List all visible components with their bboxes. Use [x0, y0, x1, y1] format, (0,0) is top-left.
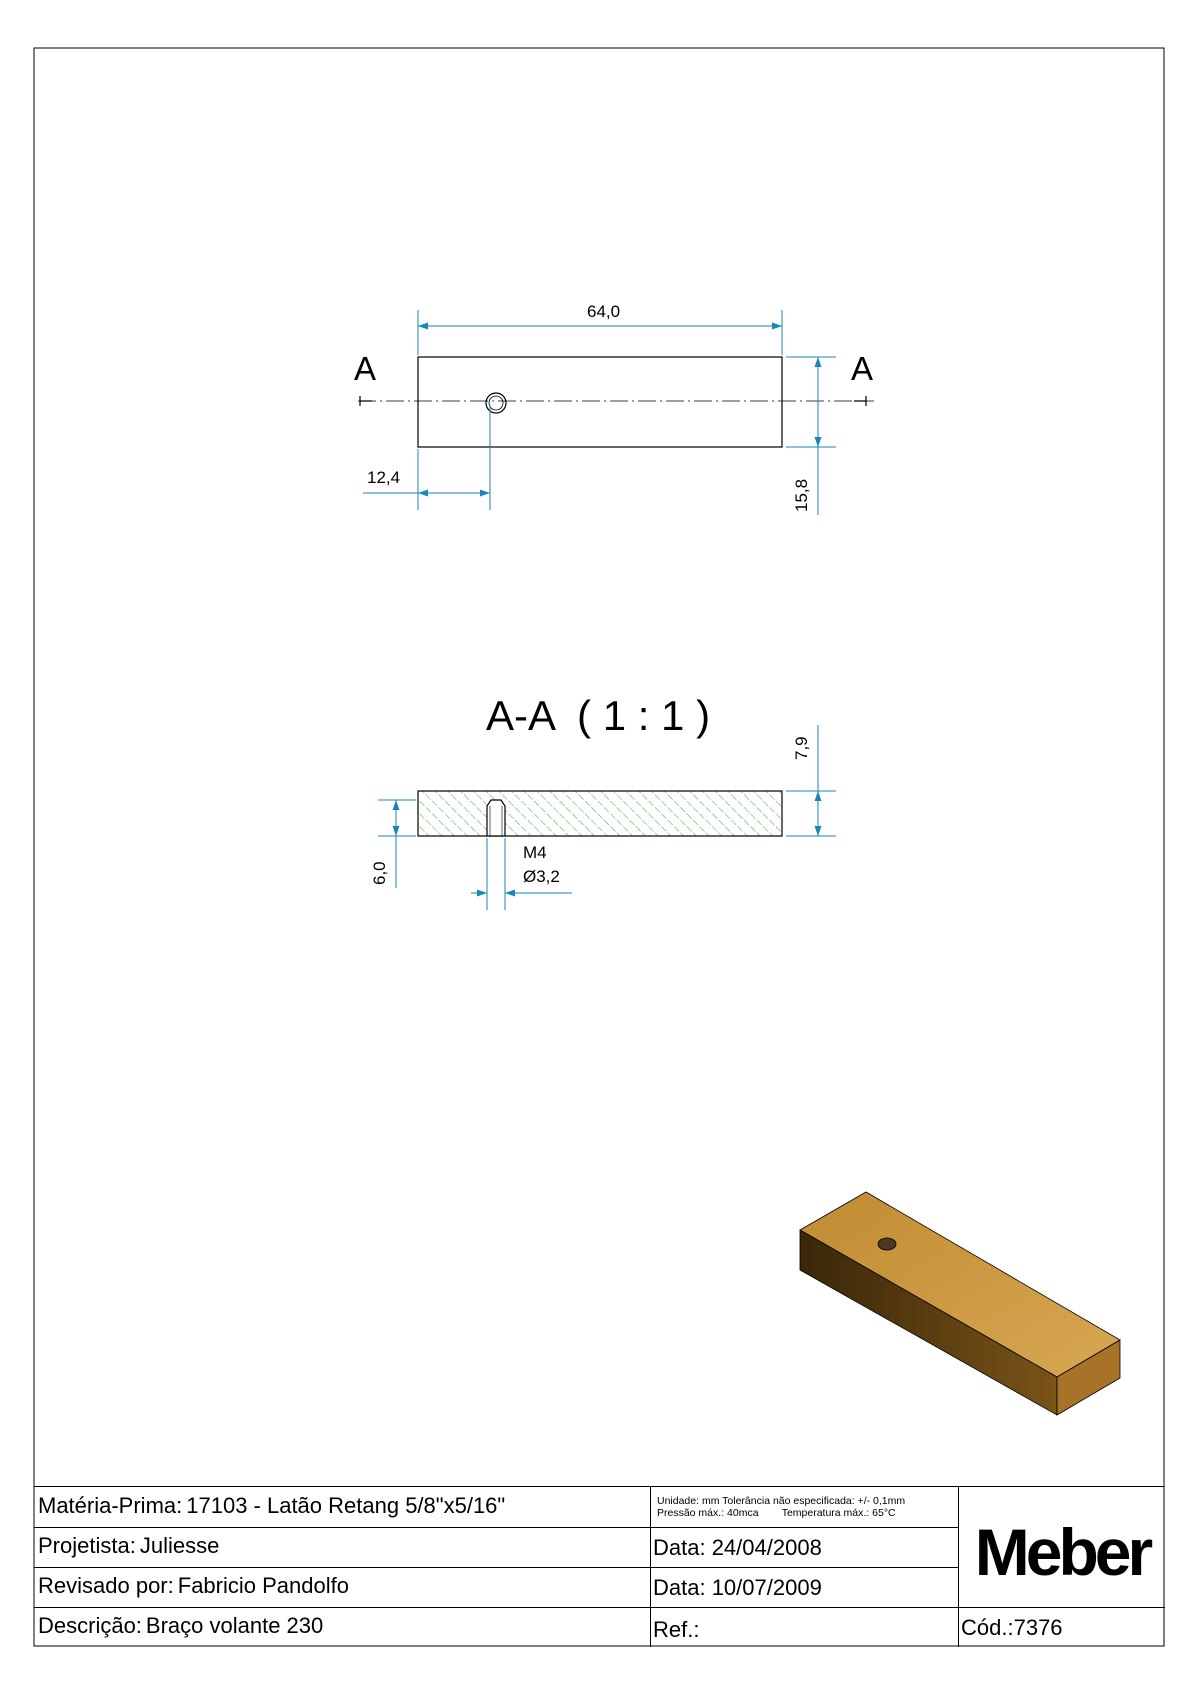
dim-offset-label: 12,4	[367, 468, 401, 487]
revisado-value: Fabricio Pandolfo	[177, 1573, 349, 1598]
date-2: Data: 10/07/2009	[653, 1575, 822, 1600]
projetista-field	[38, 1533, 219, 1559]
notes-line-2: Pressão máx.: 40mca Temperatura máx.: 65°C	[657, 1507, 896, 1519]
title-block	[34, 1486, 1164, 1647]
section-arrow-right	[854, 396, 866, 406]
dim-thickness-label: 7,9	[792, 736, 811, 760]
isometric-view	[800, 1192, 1120, 1415]
date-cell-2	[650, 1567, 959, 1608]
materia-prima-value: 17103 - Latão Retang 5/8"x5/16"	[186, 1493, 506, 1518]
section-hatched-body	[418, 791, 782, 836]
sheet-border	[34, 48, 1164, 1646]
date-cell-1	[650, 1527, 959, 1568]
ref-label: Ref.:	[653, 1617, 700, 1642]
dim-depth-label: 6,0	[370, 861, 389, 885]
thread-label: M4	[523, 843, 547, 862]
company-logo	[958, 1487, 1165, 1608]
descricao-value: Braço volante 230	[145, 1613, 324, 1638]
logo-text: Meber	[974, 1515, 1150, 1589]
materia-prima-field	[38, 1493, 505, 1519]
notes-line-1: Unidade: mm Tolerância não especificada: +/- 0,1mm	[657, 1495, 906, 1507]
top-view	[354, 302, 874, 515]
revisado-label: Revisado por:	[38, 1573, 174, 1598]
iso-hole	[878, 1238, 896, 1250]
section-view-title: A-A ( 1 : 1 )	[486, 692, 711, 739]
section-view	[370, 692, 836, 910]
descricao-label: Descrição:	[38, 1613, 142, 1638]
cod-value: 7376	[1013, 1615, 1063, 1640]
dim-length-label: 64,0	[587, 302, 621, 321]
ref-cell	[650, 1607, 959, 1647]
section-mark-left: A	[354, 350, 377, 387]
row-materia-prima	[34, 1487, 650, 1528]
row-projetista	[34, 1527, 650, 1568]
row-revisado	[34, 1567, 650, 1608]
date-1: Data: 24/04/2008	[653, 1535, 822, 1560]
revisado-field	[38, 1573, 349, 1599]
top-view-outline	[418, 357, 782, 447]
notes	[657, 1495, 905, 1519]
cod-cell	[958, 1607, 1164, 1647]
notes-cell	[650, 1487, 959, 1528]
drill-label: Ø3,2	[523, 867, 560, 886]
projetista-label: Projetista:	[38, 1533, 136, 1558]
materia-prima-label: Matéria-Prima:	[38, 1493, 183, 1518]
section-arrow-left	[360, 396, 372, 406]
descricao-field	[38, 1613, 323, 1639]
dim-width-label: 15,8	[792, 478, 811, 512]
hole-circle-inner	[489, 396, 503, 410]
row-descricao	[34, 1607, 650, 1647]
cod-label: Cód.:	[961, 1615, 1014, 1640]
projetista-value: Juliesse	[139, 1533, 220, 1558]
section-mark-right: A	[851, 350, 874, 387]
